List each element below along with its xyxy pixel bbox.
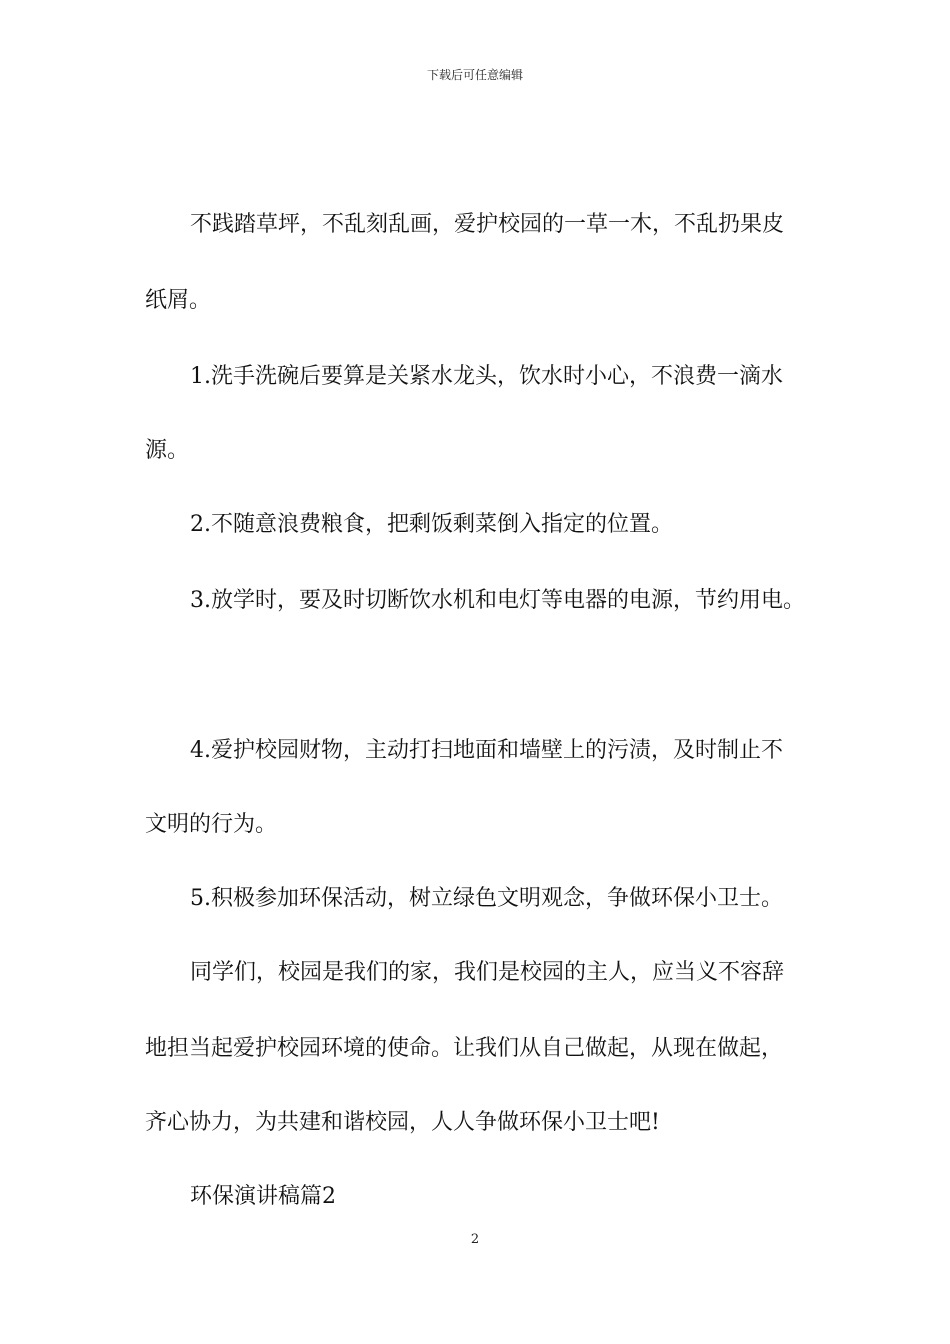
paragraph-line: 同学们，校园是我们的家，我们是校园的主人，应当义不容辞 bbox=[190, 960, 785, 985]
paragraph-line: 5.积极参加环保活动，树立绿色文明观念，争做环保小卫士。 bbox=[190, 886, 783, 911]
section-heading: 环保演讲稿篇2 bbox=[190, 1184, 336, 1209]
paragraph-line: 2.不随意浪费粮食，把剩饭剩菜倒入指定的位置。 bbox=[190, 512, 673, 537]
page-number: 2 bbox=[470, 1232, 480, 1247]
page-header: 下载后可任意编辑 bbox=[426, 68, 523, 82]
paragraph-line: 4.爱护校园财物，主动打扫地面和墙壁上的污渍，及时制止不 bbox=[190, 738, 783, 763]
paragraph-line: 不践踏草坪，不乱刻乱画，爱护校园的一草一木，不乱扔果皮 bbox=[190, 212, 785, 237]
paragraph-line: 纸屑。 bbox=[145, 288, 212, 313]
paragraph-line: 地担当起爱护校园环境的使命。让我们从自己做起，从现在做起， bbox=[145, 1036, 784, 1061]
paragraph-line: 源。 bbox=[145, 438, 190, 463]
paragraph-line: 3.放学时，要及时切断饮水机和电灯等电器的电源，节约用电。 bbox=[190, 588, 805, 613]
paragraph-line: 齐心协力，为共建和谐校园，人人争做环保小卫士吧! bbox=[145, 1110, 660, 1135]
paragraph-line: 1.洗手洗碗后要算是关紧水龙头，饮水时小心，不浪费一滴水 bbox=[190, 364, 783, 389]
paragraph-line: 文明的行为。 bbox=[145, 812, 278, 837]
